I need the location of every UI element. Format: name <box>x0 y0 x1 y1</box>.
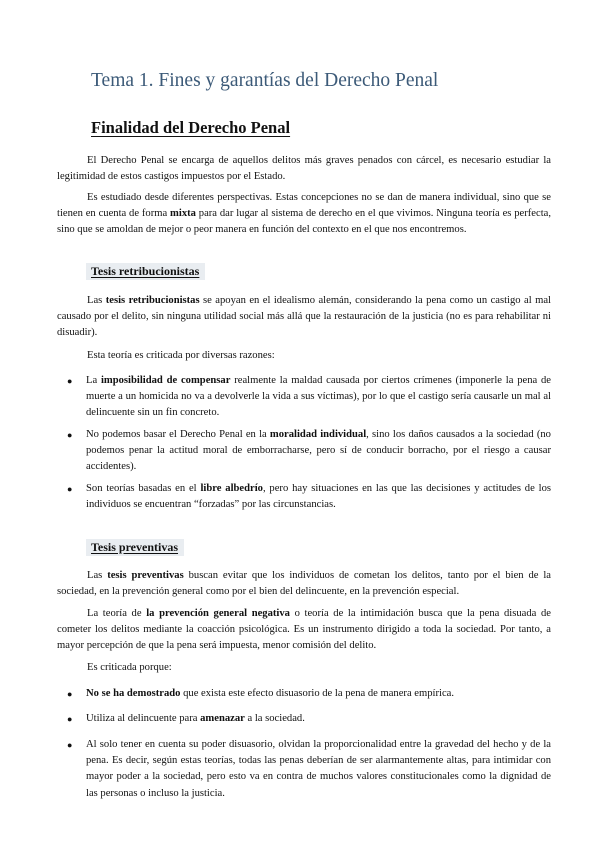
document-title: Tema 1. Fines y garantías del Derecho Penal <box>91 70 439 91</box>
prev-bullet-1: No se ha demostrado que exista este efecto disuasorio de la pena de manera empírica. <box>86 688 455 699</box>
retrib-bullet-3: Son teorías basadas en el libre albedrío, pero hay situaciones en las que las decisiones y actitudes de los individuos se encuentran “forzadas” por las circunstancias. <box>86 483 551 511</box>
prev-bullet-2: Utiliza al delincuente para amenazar a la sociedad. <box>86 713 305 724</box>
prev-paragraph-1: Las tesis preventivas buscan evitar que los individuos de cometan los delitos, tanto por el bien de la sociedad, en la prevención general como por el bien del delincuente, en la prevención especial. <box>57 570 551 598</box>
retrib-paragraph-2: Esta teoría es criticada por diversas razones: <box>87 350 275 361</box>
subheading-retribucionistas: Tesis retribucionistas <box>86 263 205 280</box>
bullet-icon: ● <box>67 740 73 750</box>
prev-bullet-3: Al solo tener en cuenta su poder disuasorio, olvidan la proporcionalidad entre la gravedad del hecho y de la pena. Es decir, según estas teorías, todas las penas deberían de ser alarmantemente altas, para intimidar con mayor poder a la sociedad, pero esto va en contra de muchos valores constitucionales como la dignidad de las personas o incluso la justicia. <box>86 739 551 799</box>
subheading-preventivas: Tesis preventivas <box>86 539 184 556</box>
bullet-icon: ● <box>67 714 73 724</box>
retrib-bullet-1: La imposibilidad de compensar realmente la maldad causada por ciertos crímenes (imponerle la pena de muerte a un homicida no va a devolverle la vida a sus víctimas), por lo que el castigo sería causarle un mal al delincuente sin un fin concreto. <box>86 375 551 419</box>
bullet-icon: ● <box>67 484 73 494</box>
retrib-paragraph-1: Las tesis retribucionistas se apoyan en el idealismo alemán, considerando la pena como un castigo al mal causado por el delito, sin ninguna utilidad social más allá que la restauración de la justicia (no es para rehabilitar ni disuadir). <box>57 295 551 339</box>
prev-paragraph-2: La teoría de la prevención general negativa o teoría de la intimidación busca que la pena disuada de cometer los delitos mediante la coacción psicológica. Es un instrumento dirigido a toda la sociedad. Por tanto, a mayor percepción de que la pena será impuesta, menor comisión del delito. <box>57 608 551 652</box>
prev-paragraph-3: Es criticada porque: <box>87 662 172 673</box>
bullet-icon: ● <box>67 376 73 386</box>
bullet-icon: ● <box>67 430 73 440</box>
intro-paragraph-2: Es estudiado desde diferentes perspectivas. Estas concepciones no se dan de manera individual, sino que se tienen en cuenta de forma mixta para dar lugar al sistema de derecho en el que vivimos. Ninguna teoría es perfecta, sino que se amoldan de mejor o peor manera en función del contexto en el que nos encontremos. <box>57 192 551 236</box>
section-heading-finalidad: Finalidad del Derecho Penal <box>91 118 291 137</box>
retrib-bullet-2: No podemos basar el Derecho Penal en la moralidad individual, sino los daños causados a la sociedad (no podemos penar la actitud moral de emborracharse, pero sí de conducir borracho, por el riesgo a causar accidentes). <box>86 429 551 473</box>
bullet-icon: ● <box>67 689 73 699</box>
intro-paragraph-1: El Derecho Penal se encarga de aquellos delitos más graves penados con cárcel, es necesario estudiar la legitimidad de estos castigos impuestos por el Estado. <box>57 155 551 183</box>
